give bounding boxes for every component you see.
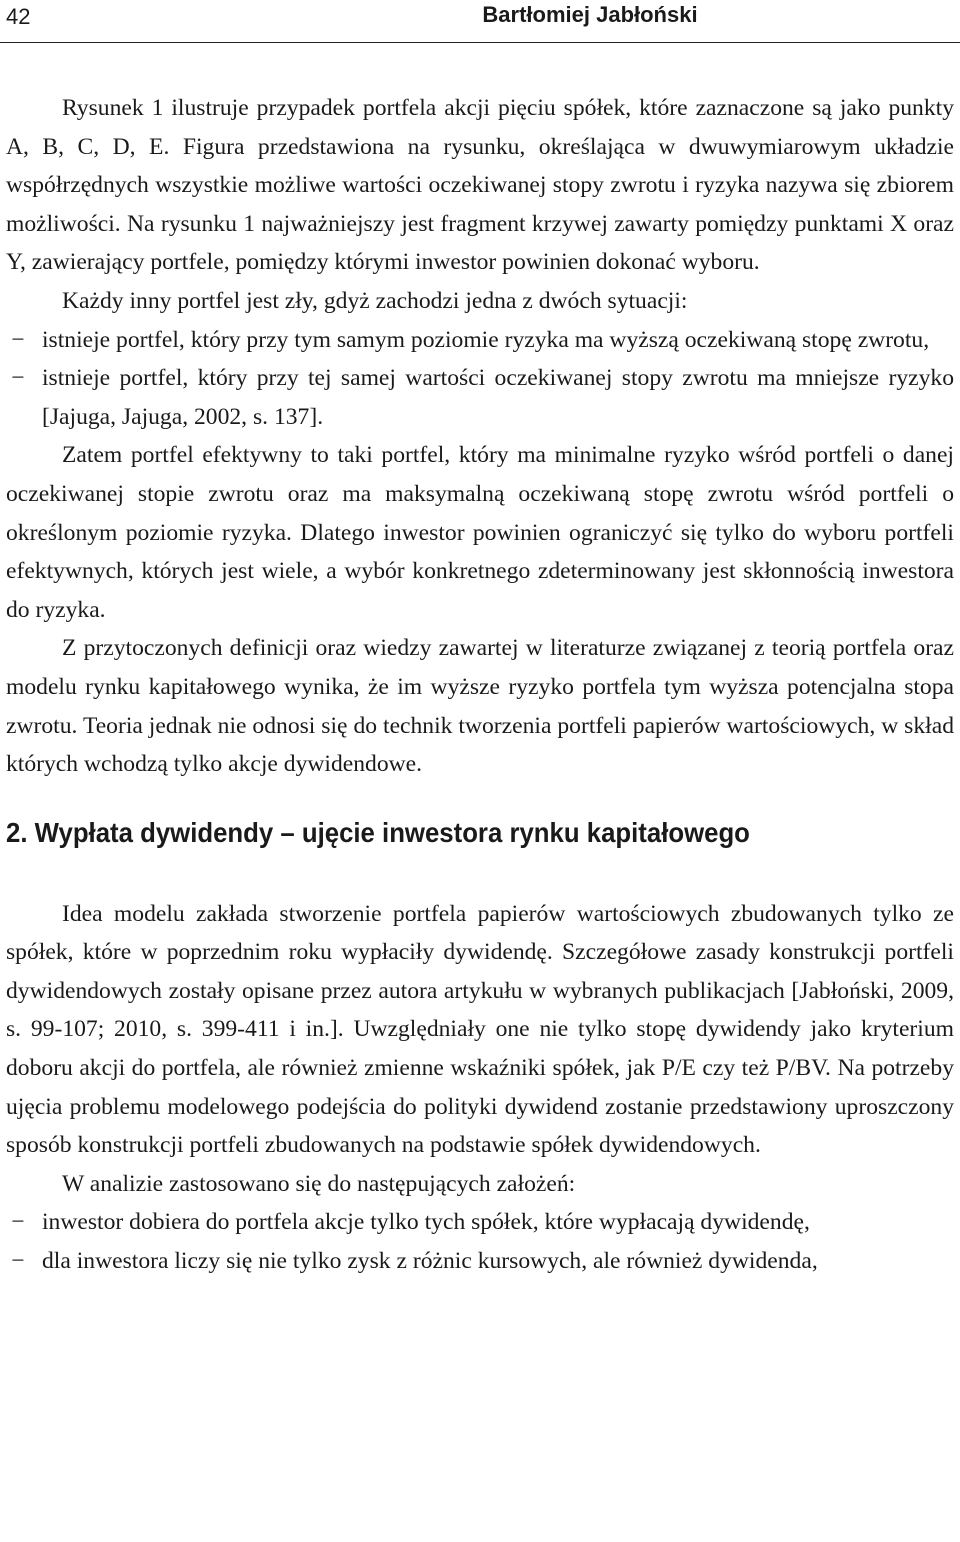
list-item-text: istnieje portfel, który przy tej samej wartości oczekiwanej stopy zwrotu ma mniejsze ryzyko [Jajuga, Jajuga, 2002, s. 137].: [42, 365, 954, 430]
dash-bullet: −: [11, 1248, 25, 1275]
list-item-text: istnieje portfel, który przy tym samym poziomie ryzyka ma wyższą oczekiwaną stopę zwrotu,: [42, 326, 930, 353]
list-item: [6, 359, 954, 436]
page-number: 42: [6, 4, 31, 29]
paragraph: Każdy inny portfel jest zły, gdyż zachodzi jedna z dwóch sytuacji:: [62, 287, 688, 314]
dash-bullet: −: [11, 365, 25, 392]
running-header-author: Bartłomiej Jabłoński: [482, 2, 698, 27]
paragraph: W analizie zastosowano się do następujących założeń:: [62, 1170, 576, 1197]
list-item-text: inwestor dobiera do portfela akcje tylko tych spółek, które wypłacają dywidendę,: [42, 1209, 810, 1236]
list-item: [6, 1203, 954, 1242]
paragraph: Zatem portfel efektywny to taki portfel, który ma minimalne ryzyko wśród portfeli o danej oczekiwanej stopie zwrotu oraz ma maksymalną oczekiwaną stopę zwrotu wśród portfeli o określonym poziomie ryzyka. Dlatego inwestor powinien ograniczyć się tylko do wyboru portfeli efektywnych, których jest wiele, a wybór konkretnego zdeterminowany jest skłonnością inwestora do ryzyka.: [6, 442, 954, 623]
paragraph: Idea modelu zakłada stworzenie portfela papierów wartościowych zbudowanych tylko ze spółek, które w poprzednim roku wypłaciły dywidendę. Szczegółowe zasady konstrukcji portfeli dywidendowych zostały opisane przez autora artykułu w wybranych publikacjach [Jabłoński, 2009, s. 99-107; 2010, s. 399-411 i in.]. Uwzględniały one nie tylko stopę dywidendy jako kryterium doboru akcji do portfela, ale również zmienne wskaźniki spółek, jak P/E czy też P/BV. Na potrzeby ujęcia problemu modelowego podejścia do polityki dywidend zostanie przedstawiony uproszczony sposób konstrukcji portfeli zbudowanych na podstawie spółek dywidendowych.: [6, 900, 954, 1159]
section-heading: 2. Wypłata dywidendy – ujęcie inwestora rynku kapitałowego: [6, 816, 750, 848]
body-text: [6, 89, 954, 1281]
list-item-text: dla inwestora liczy się nie tylko zysk z różnic kursowych, ale również dywidenda,: [42, 1248, 818, 1275]
dash-bullet: −: [11, 1209, 25, 1236]
paragraph: Rysunek 1 ilustruje przypadek portfela akcji pięciu spółek, które zaznaczone są jako punkty A, B, C, D, E. Figura przedstawiona na rysunku, określająca w dwuwymiarowym układzie współrzędnych wszystkie możliwe wartości oczekiwanej stopy zwrotu i ryzyka nazywa się zbiorem możliwości. Na rysunku 1 najważniejszy jest fragment krzywej zawarty pomiędzy punktami X oraz Y, zawierający portfele, pomiędzy którymi inwestor powinien dokonać wyboru.: [6, 95, 954, 276]
paragraph: Z przytoczonych definicji oraz wiedzy zawartej w literaturze związanej z teorią portfela oraz modelu rynku kapitałowego wynika, że im wyższe ryzyko portfela tym wyższa potencjalna stopa zwrotu. Teoria jednak nie odnosi się do technik tworzenia portfeli papierów wartościowych, w skład których wchodzą tylko akcje dywidendowe.: [6, 635, 954, 778]
page-header: [0, 0, 960, 43]
list-item: [6, 321, 954, 360]
bullet-list: [6, 1203, 954, 1280]
bullet-list: [6, 321, 954, 437]
dash-bullet: −: [11, 326, 25, 353]
list-item: [6, 1242, 954, 1281]
